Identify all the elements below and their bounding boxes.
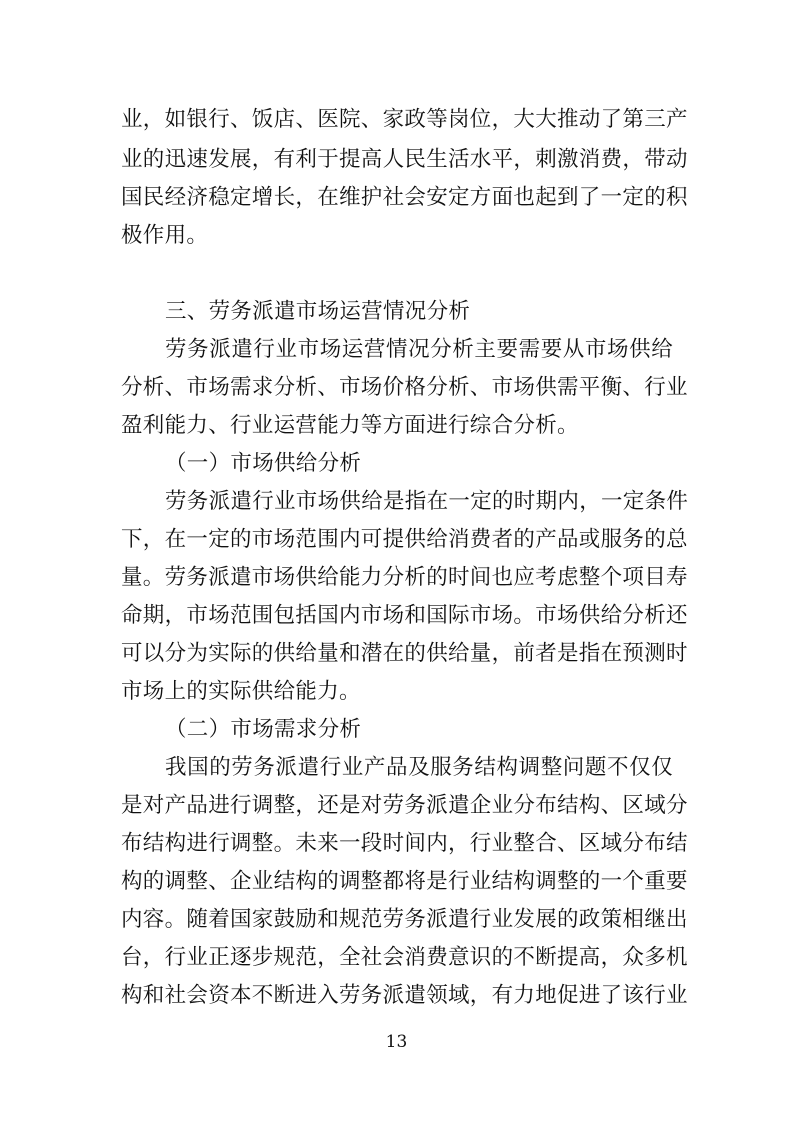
intro-line-2: 业的迅速发展，有利于提高人民生活水平，刺激消费，带动	[121, 147, 688, 172]
demand-line-6: 台，行业正逐步规范，全社会消费意识的不断提高，众多机	[121, 945, 688, 970]
intro-line-1: 业，如银行、饭店、医院、家政等岗位，大大推动了第三产	[121, 107, 688, 132]
overview-line-2: 分析、市场需求分析、市场价格分析、市场供需平衡、行业	[121, 375, 688, 400]
supply-line-1: 劳务派遣行业市场供给是指在一定的时期内，一定条件	[165, 489, 689, 514]
overview-line-1: 劳务派遣行业市场运营情况分析主要需要从市场供给	[165, 337, 673, 362]
supply-line-5: 可以分为实际的供给量和潜在的供给量，前者是指在预测时	[121, 641, 688, 666]
intro-line-3: 国民经济稳定增长，在维护社会安定方面也起到了一定的积	[121, 185, 688, 210]
supply-line-6: 市场上的实际供给能力。	[121, 679, 361, 704]
demand-line-3: 布结构进行调整。未来一段时间内，行业整合、区域分布结	[121, 831, 688, 856]
supply-line-3: 量。劳务派遣市场供给能力分析的时间也应考虑整个项目寿	[121, 565, 688, 590]
demand-line-7: 构和社会资本不断进入劳务派遣领域，有力地促进了该行业	[121, 983, 688, 1008]
demand-line-1: 我国的劳务派遣行业产品及服务结构调整问题不仅仅	[165, 755, 673, 780]
overview-line-3: 盈利能力、行业运营能力等方面进行综合分析。	[121, 413, 579, 438]
page-number: 13	[385, 1032, 408, 1052]
supply-line-2: 下，在一定的市场范围内可提供给消费者的产品或服务的总	[121, 527, 688, 552]
section-heading: 三、劳务派遣市场运营情况分析	[165, 299, 471, 324]
subheading-supply: （一）市场供给分析	[165, 451, 362, 476]
demand-line-4: 构的调整、企业结构的调整都将是行业结构调整的一个重要	[121, 869, 688, 894]
demand-line-5: 内容。随着国家鼓励和规范劳务派遣行业发展的政策相继出	[121, 907, 688, 932]
demand-line-2: 是对产品进行调整，还是对劳务派遣企业分布结构、区域分	[121, 793, 688, 818]
supply-line-4: 命期，市场范围包括国内市场和国际市场。市场供给分析还	[121, 603, 688, 628]
subheading-demand: （二）市场需求分析	[165, 717, 362, 742]
intro-line-4: 极作用。	[121, 223, 209, 248]
